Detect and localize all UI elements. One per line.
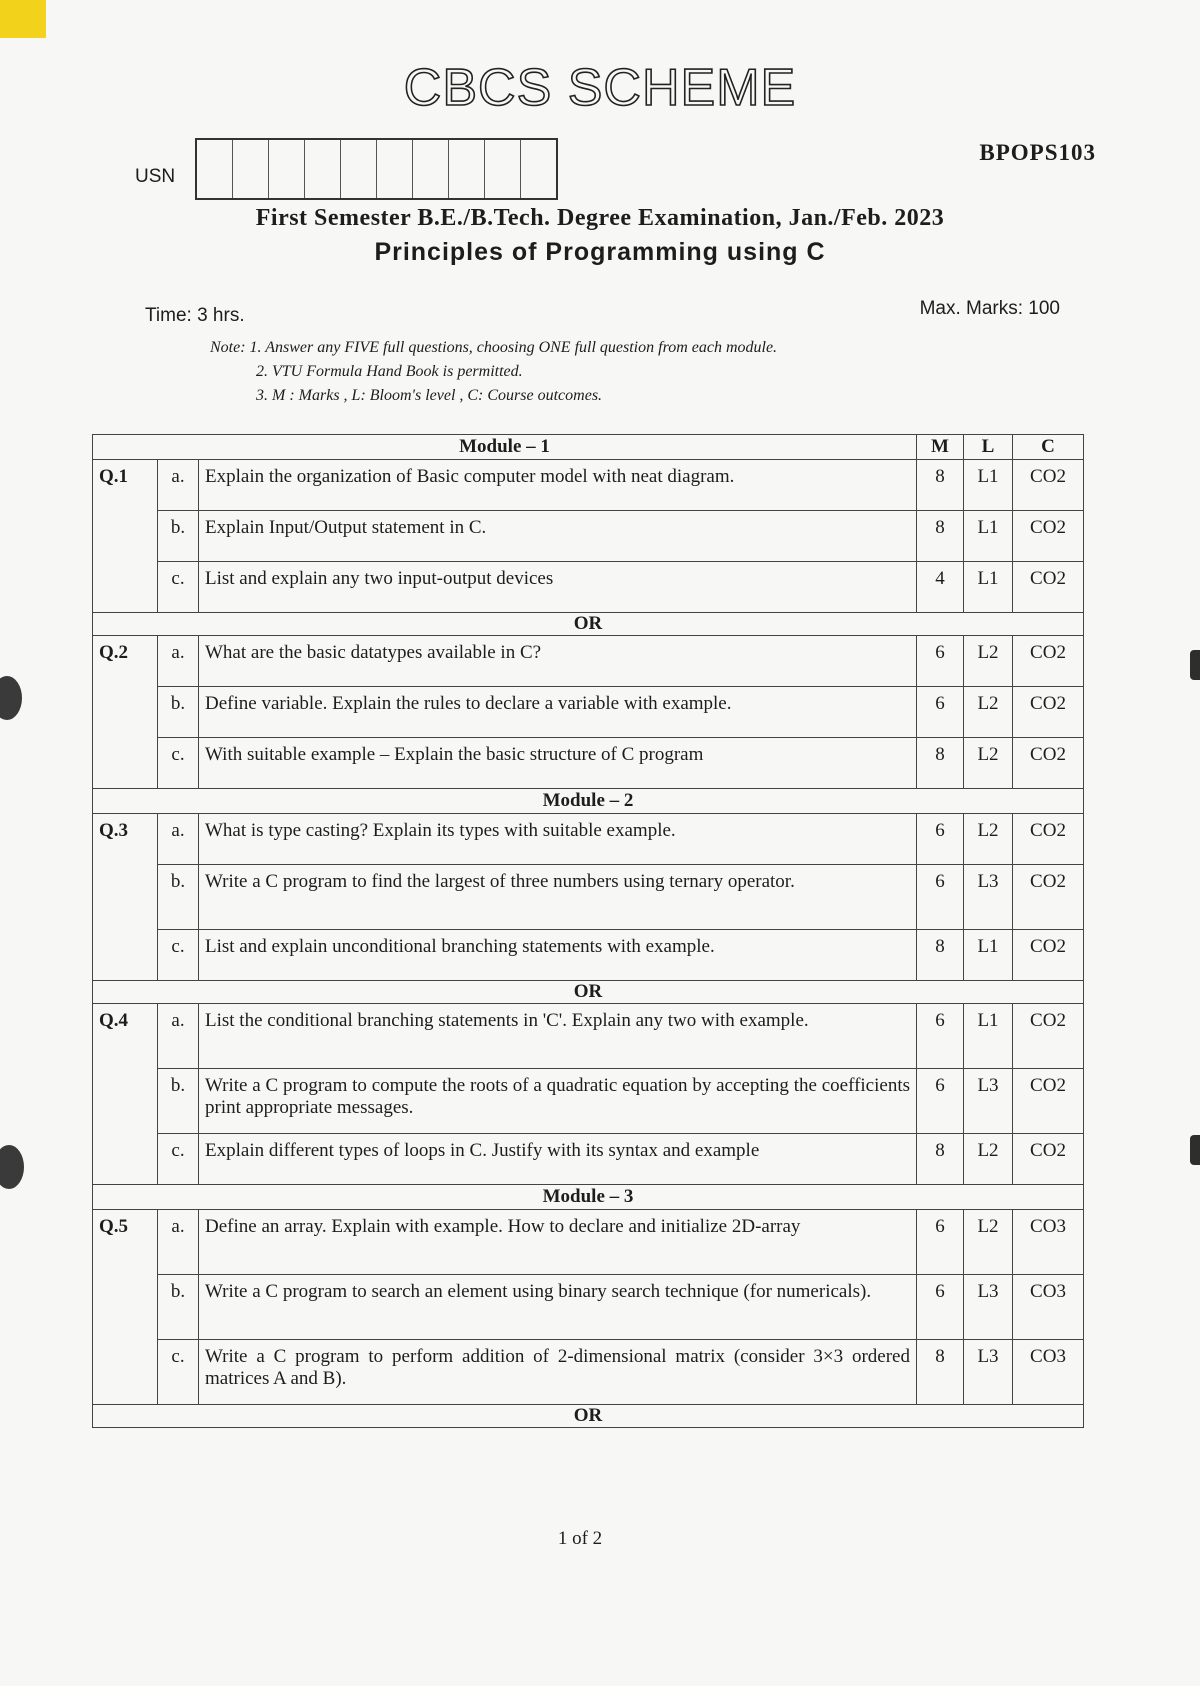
- part-label: c.: [158, 930, 199, 981]
- usn-digit-box[interactable]: [449, 140, 485, 198]
- usn-digit-box[interactable]: [197, 140, 233, 198]
- or-label: OR: [93, 613, 1084, 636]
- blooms-level: L1: [964, 1004, 1013, 1069]
- blooms-level: L1: [964, 930, 1013, 981]
- question-number: Q.5: [93, 1210, 158, 1405]
- usn-digit-box[interactable]: [413, 140, 449, 198]
- part-label: b.: [158, 511, 199, 562]
- blooms-level: L2: [964, 1134, 1013, 1185]
- course-outcome: CO3: [1013, 1210, 1084, 1275]
- course-outcome: CO2: [1013, 930, 1084, 981]
- blooms-level: L1: [964, 460, 1013, 511]
- marks: 6: [917, 1004, 964, 1069]
- exam-notes: [210, 336, 777, 408]
- question-number: Q.2: [93, 636, 158, 789]
- part-label: a.: [158, 1210, 199, 1275]
- marks: 6: [917, 1069, 964, 1134]
- exam-time: Time: 3 hrs.: [145, 305, 245, 326]
- question-number: Q.1: [93, 460, 158, 613]
- note-line: 3. M : Marks , L: Bloom's level , C: Course outcomes.: [256, 387, 603, 404]
- question-row: [93, 687, 1084, 738]
- question-row: [93, 865, 1084, 930]
- question-row: [93, 738, 1084, 789]
- question-text: List and explain unconditional branching statements with example.: [199, 930, 917, 981]
- part-label: a.: [158, 460, 199, 511]
- question-row: [93, 930, 1084, 981]
- course-outcome: CO2: [1013, 511, 1084, 562]
- page-number: 1 of 2: [557, 1528, 603, 1549]
- question-row: [93, 814, 1084, 865]
- question-text: Explain Input/Output statement in C.: [199, 511, 917, 562]
- module-header: [93, 1185, 1084, 1210]
- marks: 6: [917, 1210, 964, 1275]
- module-title: Module – 2: [93, 789, 1084, 814]
- punch-hole: [0, 676, 22, 720]
- course-outcome: CO3: [1013, 1340, 1084, 1405]
- question-row: [93, 1069, 1084, 1134]
- blooms-level: L2: [964, 814, 1013, 865]
- question-text: Write a C program to perform addition of 2-dimensional matrix (consider 3×3 ordered matrices A and B).: [199, 1340, 917, 1405]
- course-outcome: CO2: [1013, 636, 1084, 687]
- part-label: b.: [158, 865, 199, 930]
- question-row: [93, 1004, 1084, 1069]
- part-label: c.: [158, 1134, 199, 1185]
- edge-mark: [1190, 1135, 1200, 1165]
- part-label: a.: [158, 814, 199, 865]
- part-label: a.: [158, 636, 199, 687]
- marks: 6: [917, 865, 964, 930]
- or-divider: [93, 981, 1084, 1004]
- blooms-level: L3: [964, 1069, 1013, 1134]
- question-text: List and explain any two input-output devices: [199, 562, 917, 613]
- question-number: Q.3: [93, 814, 158, 981]
- question-text: List the conditional branching statements in 'C'. Explain any two with example.: [199, 1004, 917, 1069]
- marks: 8: [917, 930, 964, 981]
- marks: 6: [917, 1275, 964, 1340]
- blooms-level: L3: [964, 1340, 1013, 1405]
- usn-label: USN: [135, 166, 176, 187]
- or-divider: [93, 1405, 1084, 1428]
- usn-digit-box[interactable]: [341, 140, 377, 198]
- question-text: With suitable example – Explain the basic structure of C program: [199, 738, 917, 789]
- exam-title: First Semester B.E./B.Tech. Degree Examination, Jan./Feb. 2023: [255, 205, 945, 231]
- or-divider: [93, 613, 1084, 636]
- note-line: Note: 1. Answer any FIVE full questions, choosing ONE full question from each module.: [210, 339, 778, 356]
- col-outcome-header: C: [1013, 435, 1084, 460]
- question-row: [93, 1275, 1084, 1340]
- blooms-level: L3: [964, 865, 1013, 930]
- question-number: Q.4: [93, 1004, 158, 1185]
- marks: 8: [917, 460, 964, 511]
- subject-title: Principles of Programming using C: [374, 238, 826, 266]
- edge-mark: [1190, 650, 1200, 680]
- course-outcome: CO2: [1013, 738, 1084, 789]
- module-title: Module – 3: [93, 1185, 1084, 1210]
- or-label: OR: [93, 981, 1084, 1004]
- or-label: OR: [93, 1405, 1084, 1428]
- usn-boxes[interactable]: [195, 138, 558, 200]
- course-outcome: CO2: [1013, 1004, 1084, 1069]
- question-text: Define an array. Explain with example. How to declare and initialize 2D-array: [199, 1210, 917, 1275]
- question-row: [93, 460, 1084, 511]
- marks: 8: [917, 1340, 964, 1405]
- marks: 6: [917, 814, 964, 865]
- question-text: Explain different types of loops in C. Justify with its syntax and example: [199, 1134, 917, 1185]
- course-outcome: CO2: [1013, 562, 1084, 613]
- course-outcome: CO2: [1013, 814, 1084, 865]
- part-label: a.: [158, 1004, 199, 1069]
- usn-digit-box[interactable]: [377, 140, 413, 198]
- question-text: Write a C program to compute the roots of a quadratic equation by accepting the coefficients print appropriate messages.: [199, 1069, 917, 1134]
- question-text: What is type casting? Explain its types with suitable example.: [199, 814, 917, 865]
- question-row: [93, 1134, 1084, 1185]
- part-label: c.: [158, 1340, 199, 1405]
- course-outcome: CO2: [1013, 1069, 1084, 1134]
- marks: 8: [917, 738, 964, 789]
- question-text: What are the basic datatypes available in C?: [199, 636, 917, 687]
- usn-digit-box[interactable]: [305, 140, 341, 198]
- question-row: [93, 1340, 1084, 1405]
- marks: 6: [917, 687, 964, 738]
- question-row: [93, 511, 1084, 562]
- course-outcome: CO2: [1013, 687, 1084, 738]
- question-row: [93, 1210, 1084, 1275]
- course-outcome: CO3: [1013, 1275, 1084, 1340]
- marks: 6: [917, 636, 964, 687]
- part-label: c.: [158, 738, 199, 789]
- punch-hole: [0, 1145, 24, 1189]
- usn-digit-box[interactable]: [233, 140, 269, 198]
- max-marks: Max. Marks: 100: [919, 298, 1060, 319]
- question-text: Explain the organization of Basic computer model with neat diagram.: [199, 460, 917, 511]
- usn-digit-box[interactable]: [521, 140, 556, 198]
- blooms-level: L3: [964, 1275, 1013, 1340]
- blooms-level: L1: [964, 562, 1013, 613]
- part-label: b.: [158, 1275, 199, 1340]
- blooms-level: L2: [964, 687, 1013, 738]
- question-text: Define variable. Explain the rules to declare a variable with example.: [199, 687, 917, 738]
- usn-digit-box[interactable]: [269, 140, 305, 198]
- question-table: [92, 434, 1084, 1428]
- module-header: [93, 435, 1084, 460]
- blooms-level: L2: [964, 738, 1013, 789]
- marks: 8: [917, 1134, 964, 1185]
- col-level-header: L: [964, 435, 1013, 460]
- scheme-stamp: CBCS SCHEME: [403, 59, 797, 117]
- col-marks-header: M: [917, 435, 964, 460]
- question-row: [93, 636, 1084, 687]
- course-outcome: CO2: [1013, 865, 1084, 930]
- module-header: [93, 789, 1084, 814]
- subject-code: BPOPS103: [979, 140, 1096, 165]
- usn-digit-box[interactable]: [485, 140, 521, 198]
- question-row: [93, 562, 1084, 613]
- marks: 8: [917, 511, 964, 562]
- corner-mark: [0, 0, 46, 38]
- course-outcome: CO2: [1013, 1134, 1084, 1185]
- marks: 4: [917, 562, 964, 613]
- note-line: 2. VTU Formula Hand Book is permitted.: [256, 363, 523, 380]
- blooms-level: L2: [964, 636, 1013, 687]
- blooms-level: L1: [964, 511, 1013, 562]
- question-text: Write a C program to search an element using binary search technique (for numericals).: [199, 1275, 917, 1340]
- part-label: b.: [158, 687, 199, 738]
- part-label: b.: [158, 1069, 199, 1134]
- part-label: c.: [158, 562, 199, 613]
- course-outcome: CO2: [1013, 460, 1084, 511]
- module-title: Module – 1: [93, 435, 917, 460]
- blooms-level: L2: [964, 1210, 1013, 1275]
- question-text: Write a C program to find the largest of three numbers using ternary operator.: [199, 865, 917, 930]
